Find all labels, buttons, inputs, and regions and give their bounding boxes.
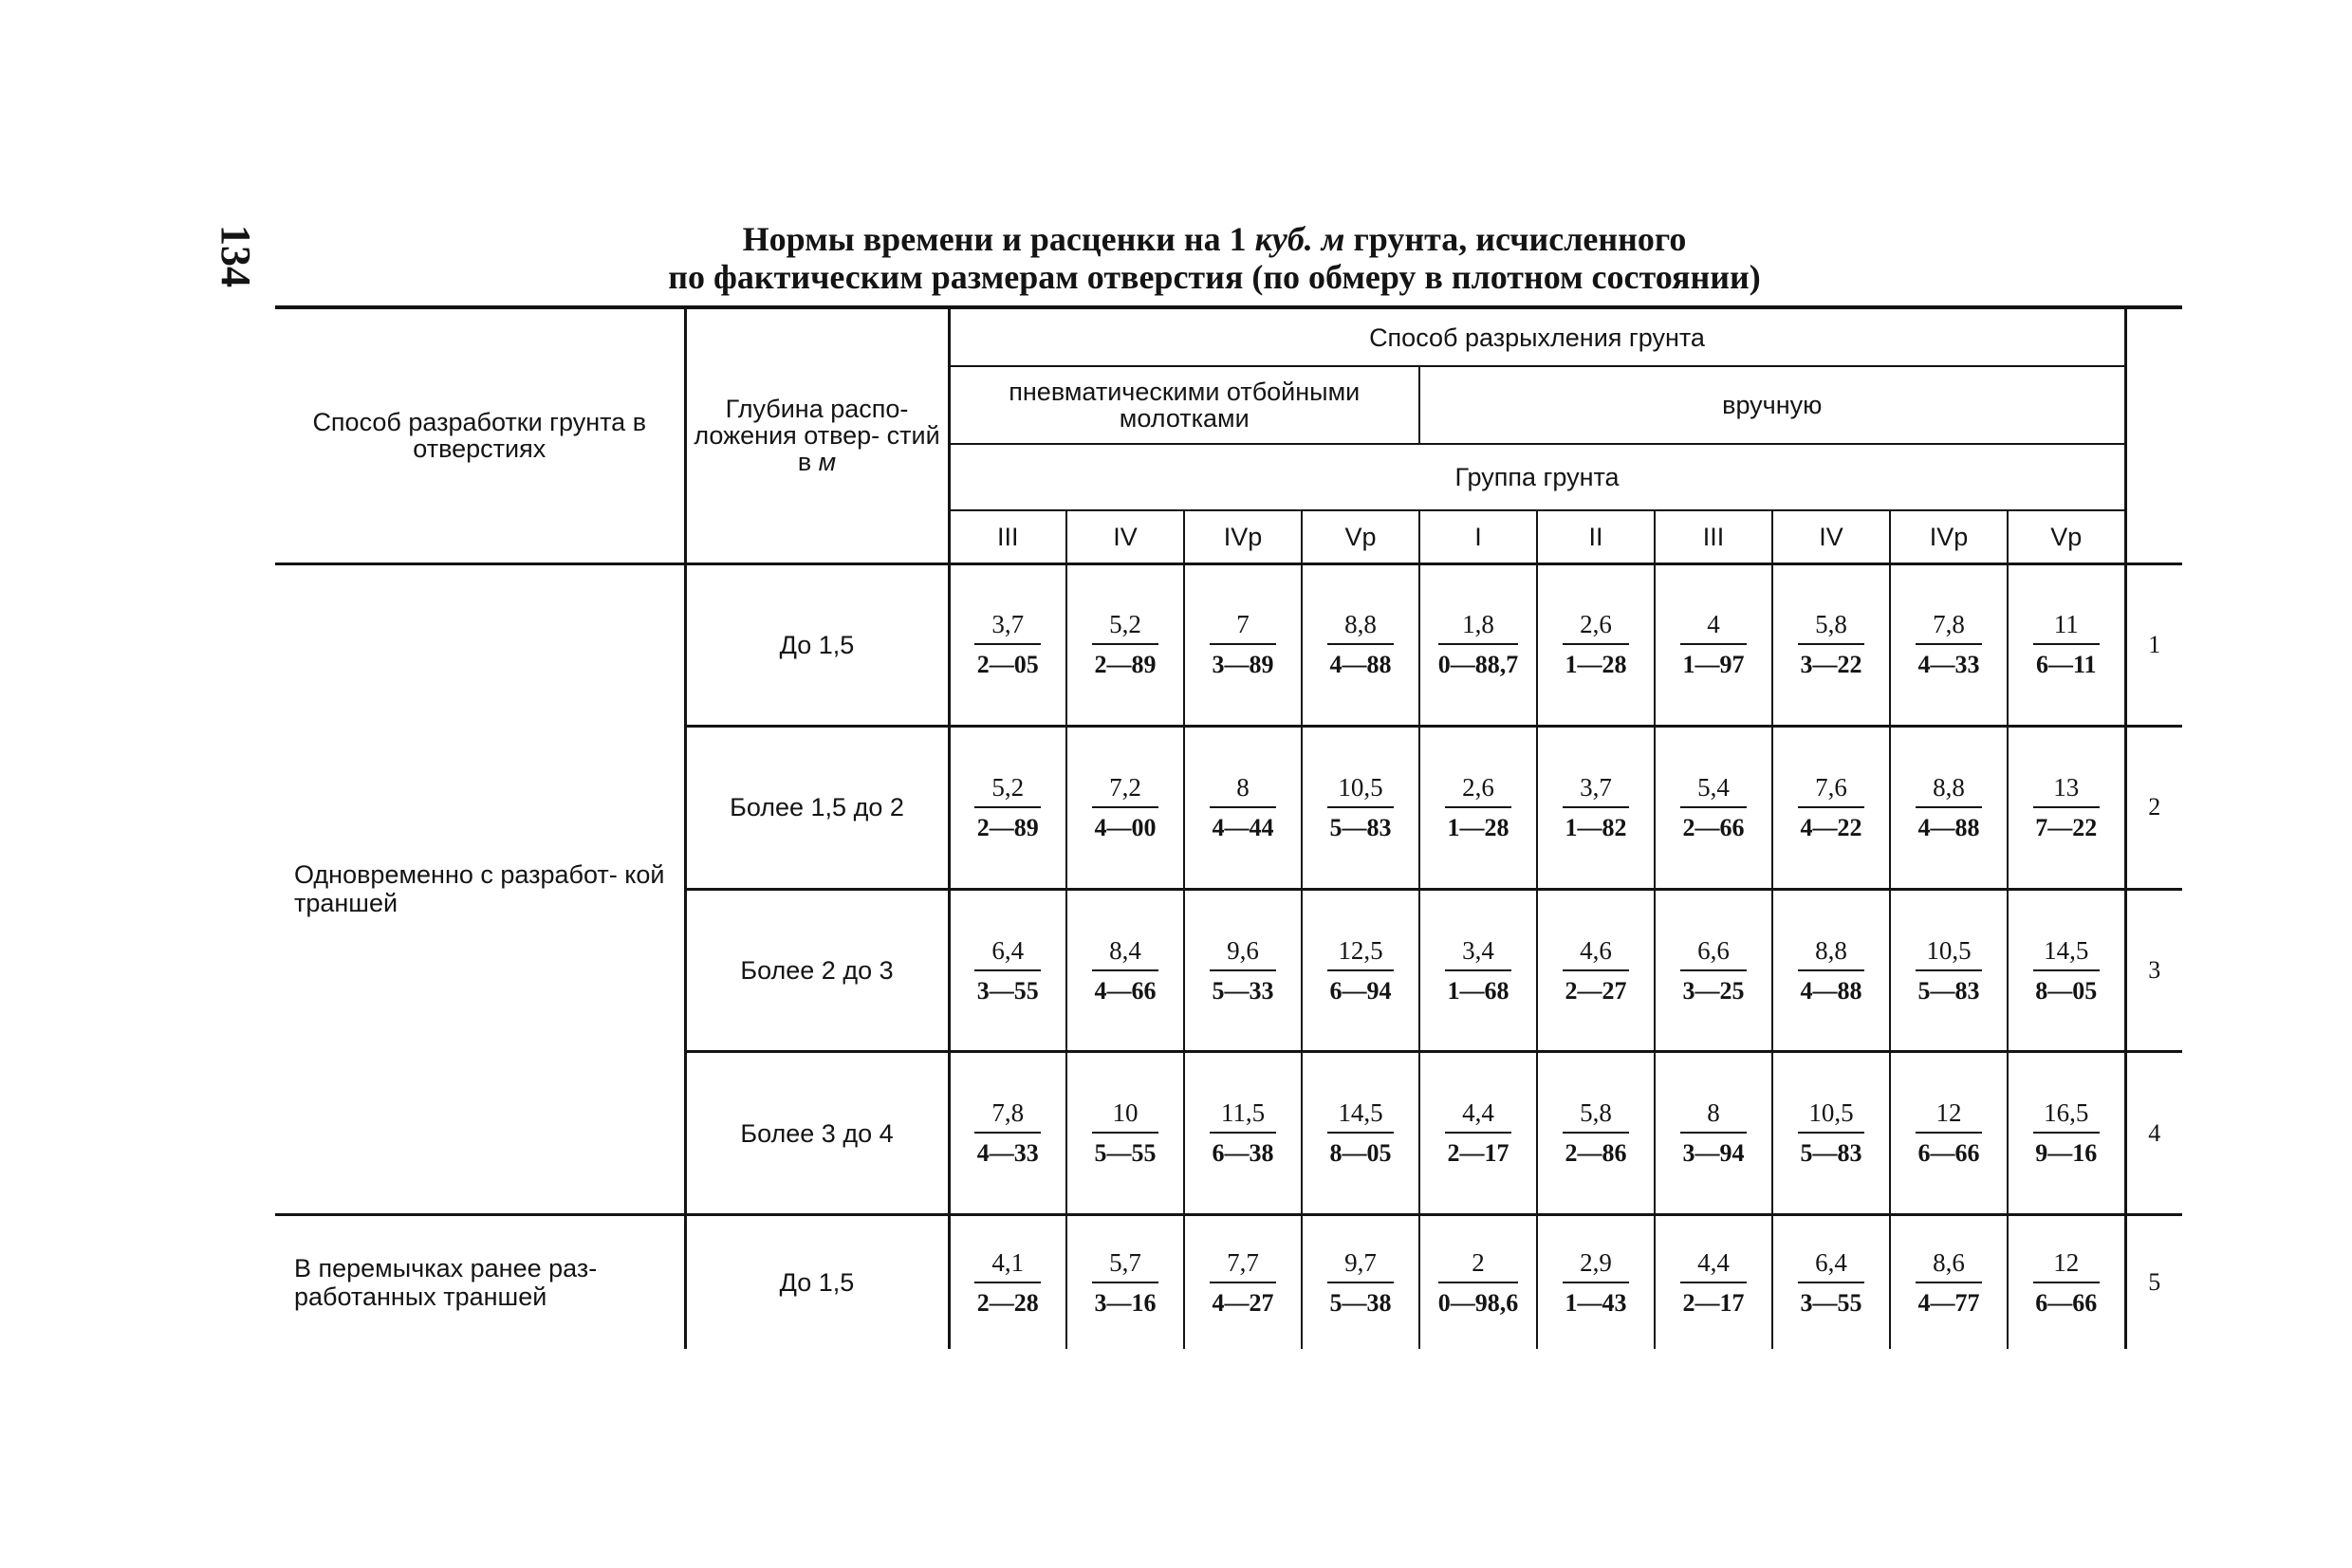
time-norm: 7 [1210,610,1276,645]
time-norm: 2,6 [1563,610,1629,645]
time-norm: 5,2 [1092,610,1158,645]
norm-cell [1302,727,1419,890]
norm-cell [1066,1215,1184,1349]
time-norm: 6,6 [1680,936,1747,971]
time-norm: 2,9 [1563,1248,1629,1283]
rate: 1—68 [1447,976,1509,1005]
norm-cell [2008,889,2125,1052]
table-row [275,1215,2182,1349]
title-line-1 [285,220,2144,258]
norm-cell [1655,563,1772,727]
time-norm: 16,5 [2033,1098,2100,1134]
rate: 2—27 [1565,976,1627,1005]
group-label: II [1537,510,1655,563]
time-norm: 5,8 [1563,1098,1629,1134]
rate: 1—97 [1682,651,1745,679]
rate: 4—33 [1917,651,1980,679]
group-label: IV [1772,510,1890,563]
norm-cell [1655,727,1772,890]
rate: 9—16 [2035,1139,2098,1168]
time-norm: 3,4 [1445,936,1511,971]
norm-cell [1066,1052,1184,1215]
rate: 1—28 [1447,813,1509,841]
rate: 3—25 [1682,976,1745,1005]
norm-cell [1184,727,1302,890]
header-manual: вручную [1419,366,2125,444]
rate: 0—98,6 [1437,1288,1519,1317]
rate: 3—16 [1094,1288,1157,1317]
header-number-col [2125,307,2182,563]
rate: 8—05 [2035,976,2098,1005]
rate: 5—83 [1917,976,1980,1005]
norm-cell [949,889,1066,1052]
norm-cell [1890,889,2008,1052]
rate: 4—88 [1800,976,1862,1005]
depth-cell: До 1,5 [685,563,949,727]
rate: 6—66 [1917,1139,1980,1168]
time-norm: 9,6 [1210,936,1276,971]
norm-cell [1184,563,1302,727]
time-norm: 8,8 [1327,610,1394,645]
rate: 6—94 [1329,976,1392,1005]
rate: 0—88,7 [1437,651,1519,679]
norm-cell [1537,727,1655,890]
time-norm: 1,8 [1438,610,1519,645]
rate: 2—05 [976,651,1039,679]
title-line-2: по фактическим размерам отверстия (по обмеру в плотном состоянии) [668,258,1761,296]
header-loosening: Способ разрыхления грунта [949,307,2125,366]
page-number: 134 [213,225,259,287]
row-number: 1 [2125,563,2182,727]
norm-cell [1184,1052,1302,1215]
time-norm: 6,4 [974,936,1041,971]
time-norm: 9,7 [1327,1248,1394,1283]
rate: 5—83 [1329,813,1392,841]
time-norm: 4,4 [1680,1248,1747,1283]
time-norm: 4,1 [974,1248,1041,1283]
time-norm: 4,6 [1563,936,1629,971]
table-row [275,563,2182,727]
norm-cell [949,1052,1066,1215]
norm-cell [1655,889,1772,1052]
group-label: III [1655,510,1772,563]
norm-cell [1655,1052,1772,1215]
time-norm: 5,7 [1092,1248,1158,1283]
time-norm: 3,7 [974,610,1041,645]
norm-cell [1537,563,1655,727]
rate: 1—43 [1565,1288,1627,1317]
time-norm: 8,8 [1916,773,1982,808]
rate: 6—38 [1212,1139,1274,1168]
time-norm: 11 [2033,610,2100,645]
time-norm: 8,6 [1916,1248,1982,1283]
time-norm: 6,4 [1798,1248,1864,1283]
norm-cell [949,727,1066,890]
time-norm: 13 [2033,773,2100,808]
time-norm: 14,5 [2033,936,2100,971]
rate: 2—17 [1447,1139,1509,1168]
group-label: IV [1066,510,1184,563]
time-norm: 5,2 [974,773,1041,808]
norm-cell [949,1215,1066,1349]
norm-cell [1302,563,1419,727]
title-line-1-part-a: Нормы времени и расценки на 1 [742,220,1247,258]
time-norm: 5,4 [1680,773,1747,808]
time-norm: 8,8 [1798,936,1864,971]
norm-cell [1184,1215,1302,1349]
norm-cell [1419,727,1537,890]
rate: 2—86 [1565,1139,1627,1168]
method-jumpers: В перемычках ранее раз- работанных траншей [275,1215,685,1349]
rate: 3—94 [1682,1139,1745,1168]
norm-cell [1537,889,1655,1052]
rate: 3—55 [976,976,1039,1005]
norm-cell [1066,563,1184,727]
row-number: 2 [2125,727,2182,890]
time-norm: 11,5 [1210,1098,1276,1134]
norm-cell [2008,1215,2125,1349]
norm-cell [949,563,1066,727]
norm-cell [1066,889,1184,1052]
norm-cell [1184,889,1302,1052]
rate: 5—83 [1800,1139,1862,1168]
norm-cell [1772,889,1890,1052]
group-label: III [949,510,1066,563]
rate: 7—22 [2035,813,2098,841]
norm-cell [1890,1052,2008,1215]
time-norm: 7,8 [1916,610,1982,645]
rate: 3—89 [1212,651,1274,679]
rate: 4—22 [1800,813,1862,841]
norm-cell [1890,727,2008,890]
time-norm: 2,6 [1445,773,1511,808]
depth-cell: Более 2 до 3 [685,889,949,1052]
time-norm: 4 [1680,610,1747,645]
header-depth-unit: м [818,448,837,477]
time-norm: 5,8 [1798,610,1864,645]
header-method: Способ разработки грунта в отверстиях [275,307,685,563]
rate: 3—55 [1800,1288,1862,1317]
header-soil-group: Группа грунта [949,444,2125,510]
row-number: 5 [2125,1215,2182,1349]
title-line-1-part-b: грунта, исчисленного [1353,220,1687,258]
time-norm: 10,5 [1798,1098,1864,1134]
norm-cell [2008,1052,2125,1215]
table-title [285,220,2144,296]
time-norm: 7,7 [1210,1248,1276,1283]
rate: 1—28 [1565,651,1627,679]
rate: 6—11 [2035,651,2097,679]
rate: 4—77 [1917,1288,1980,1317]
norm-cell [1537,1215,1655,1349]
time-norm: 12 [2033,1248,2100,1283]
time-norm: 4,4 [1445,1098,1511,1134]
norm-cell [1302,889,1419,1052]
time-norm: 3,7 [1563,773,1629,808]
rate: 4—44 [1212,813,1274,841]
group-label: IVр [1184,510,1302,563]
time-norm: 12 [1916,1098,1982,1134]
norm-cell [1772,1052,1890,1215]
header-depth [685,307,949,563]
time-norm: 10 [1092,1098,1158,1134]
norm-cell [1772,563,1890,727]
rate: 4—33 [976,1139,1039,1168]
rate: 3—22 [1800,651,1862,679]
norm-cell [2008,563,2125,727]
rate: 5—38 [1329,1288,1392,1317]
method-simultaneous: Одновременно с разработ- кой траншей [275,563,685,1215]
rate: 8—05 [1329,1139,1392,1168]
title-unit: куб. м [1254,220,1345,258]
norm-cell [1537,1052,1655,1215]
time-norm: 10,5 [1327,773,1394,808]
rate: 4—88 [1329,651,1392,679]
norm-cell [1772,1215,1890,1349]
time-norm: 14,5 [1327,1098,1394,1134]
time-norm: 8 [1680,1098,1747,1134]
rate: 4—00 [1094,813,1157,841]
rate: 4—88 [1917,813,1980,841]
rate: 2—66 [1682,813,1745,841]
time-norm: 7,2 [1092,773,1158,808]
rate: 6—66 [2035,1288,2098,1317]
norm-cell [2008,727,2125,890]
norm-cell [1066,727,1184,890]
norm-cell [1419,889,1537,1052]
depth-cell: Более 1,5 до 2 [685,727,949,890]
norm-cell [1302,1215,1419,1349]
rate: 2—89 [976,813,1039,841]
time-norm: 7,8 [974,1098,1041,1134]
norm-cell [1419,563,1537,727]
norms-table [275,305,2182,1349]
rate: 2—28 [976,1288,1039,1317]
time-norm: 8 [1210,773,1276,808]
norm-cell [1419,1052,1537,1215]
norm-cell [1772,727,1890,890]
rate: 4—66 [1094,976,1157,1005]
row-number: 4 [2125,1052,2182,1215]
time-norm: 8,4 [1092,936,1158,971]
rate: 4—27 [1212,1288,1274,1317]
time-norm: 10,5 [1916,936,1982,971]
row-number: 3 [2125,889,2182,1052]
norm-cell [1890,563,2008,727]
group-label: IVр [1890,510,2008,563]
norm-cell [1419,1215,1537,1349]
norm-cell [1655,1215,1772,1349]
rate: 5—33 [1212,976,1274,1005]
depth-cell: Более 3 до 4 [685,1052,949,1215]
header-depth-text: Глубина распо- ложения отвер- стий в [694,395,940,477]
rate: 1—82 [1565,813,1627,841]
header-pneumatic: пневматическими отбойными молотками [949,366,1419,444]
time-norm: 12,5 [1327,936,1394,971]
norm-cell [1890,1215,2008,1349]
rate: 2—17 [1682,1288,1745,1317]
rate: 5—55 [1094,1139,1157,1168]
time-norm: 7,6 [1798,773,1864,808]
norm-cell [1302,1052,1419,1215]
depth-cell: До 1,5 [685,1215,949,1349]
rate: 2—89 [1094,651,1157,679]
group-label: Vр [1302,510,1419,563]
time-norm: 2 [1438,1248,1519,1283]
group-label: I [1419,510,1537,563]
group-label: Vр [2050,522,2083,551]
